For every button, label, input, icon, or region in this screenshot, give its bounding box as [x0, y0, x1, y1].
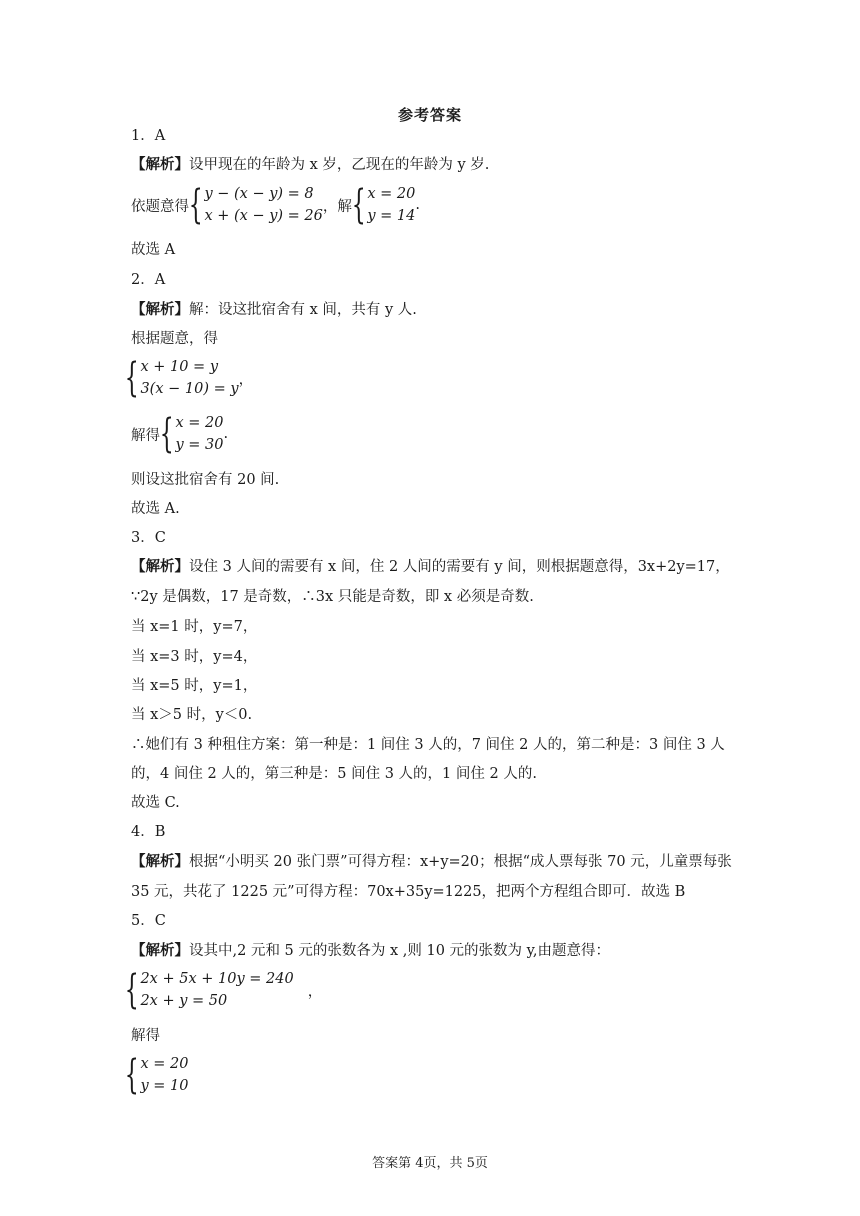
q3-analysis: [131, 557, 730, 577]
q3-line5: 当 x=5 时，y=1，: [131, 678, 258, 694]
q3-line8: 的，4 间住 2 人的，第三种是：5 间住 3 人的，1 间住 2 人的.: [131, 766, 537, 782]
q2-line3: 则设这批宿舍有 20 间.: [131, 472, 280, 488]
equation: 2x + 5x + 10y = 240: [140, 971, 294, 987]
q1-analysis: [131, 155, 489, 175]
brace-icon: {: [159, 411, 174, 457]
solution: x = 20: [175, 415, 224, 431]
solution: x = 20: [140, 1056, 189, 1072]
equation: 3(x − 10) = y: [140, 381, 239, 397]
q5-analysis: [131, 941, 610, 961]
brace-icon: {: [188, 182, 203, 228]
q5-head: 5．C: [131, 913, 166, 929]
q2-solution: [131, 412, 228, 456]
q4-line2: 35 元，共花了 1225 元”可得方程：70x+35y=1225，把两个方程组合即可．故选 B: [131, 884, 686, 900]
equation-group: [140, 356, 238, 400]
q2-system: [125, 356, 253, 400]
comma: ，: [238, 371, 254, 388]
q2-analysis: [131, 300, 417, 320]
analysis-tag: 【解析】: [131, 156, 189, 173]
q3-line3: 当 x=1 时，y=7，: [131, 619, 258, 635]
solution-group: [175, 412, 223, 456]
q3-conclusion: 故选 C.: [131, 795, 180, 811]
brace-icon: {: [124, 1052, 139, 1098]
analysis-text: 设其中,2 元和 5 元的张数各为 x ,则 10 元的张数为 y,由题意得：: [189, 943, 611, 959]
q1-head: 1．A: [131, 128, 166, 144]
q4-analysis: [131, 852, 732, 872]
analysis-text: 设甲现在的年龄为 x 岁，乙现在的年龄为 y 岁.: [189, 157, 490, 173]
period: .: [223, 426, 229, 442]
page-footer: 答案第 4页，共 5页: [372, 1156, 488, 1171]
q5-line2: 解得: [131, 1028, 160, 1044]
q2-line2: 根据题意，得: [131, 331, 218, 347]
sol-prefix: 解得: [131, 427, 160, 444]
q3-line2: ∵2y 是偶数，17 是奇数，∴3x 只能是奇数，即 x 必须是奇数.: [131, 589, 534, 605]
solution: y = 30: [175, 437, 224, 453]
equation: x + (x − y) = 26: [204, 208, 323, 224]
page-title: 参考答案: [397, 106, 462, 124]
q2-head: 2．A: [131, 272, 166, 288]
equation-group: [204, 183, 322, 227]
solution-group: [140, 1053, 188, 1097]
brace-icon: {: [351, 182, 366, 228]
q2-conclusion: 故选 A.: [131, 501, 180, 517]
comma: ，: [307, 983, 323, 1000]
q5-solution: [125, 1053, 188, 1097]
q3-line7: ∴她们有 3 种租住方案：第一种是：1 间住 3 人的，7 间住 2 人的，第二种是：3 间住 3 人: [131, 737, 725, 753]
sys-prefix: 依题意得: [131, 198, 189, 215]
q3-line4: 当 x=3 时，y=4，: [131, 649, 258, 665]
solution: x = 20: [367, 186, 416, 202]
equation: x + 10 = y: [140, 359, 219, 375]
q5-system: [125, 968, 322, 1012]
analysis-tag: 【解析】: [131, 853, 189, 870]
analysis-text: 根据“小明买 20 张门票”可得方程：x+y=20；根据“成人票每张 70 元，儿童票每张: [189, 854, 732, 870]
brace-icon: {: [124, 355, 139, 401]
q1-conclusion: 故选 A: [131, 242, 176, 258]
analysis-tag: 【解析】: [131, 301, 189, 318]
analysis-text: 设住 3 人间的需要有 x 间，住 2 人间的需要有 y 间，则根据题意得，3x+2y=17，: [189, 559, 730, 575]
equation: y − (x − y) = 8: [204, 186, 314, 202]
analysis-tag: 【解析】: [131, 942, 189, 959]
brace-icon: {: [124, 967, 139, 1013]
solution-group: [367, 183, 415, 227]
solution: y = 10: [140, 1078, 189, 1094]
period: .: [415, 197, 420, 213]
solution: y = 14: [367, 208, 416, 224]
q1-system: [131, 183, 420, 227]
analysis-tag: 【解析】: [131, 558, 189, 575]
q3-line6: 当 x＞5 时，y＜0.: [131, 707, 253, 723]
separator: ，解: [322, 198, 352, 215]
q3-head: 3．C: [131, 530, 166, 546]
analysis-text: 解：设这批宿舍有 x 间，共有 y 人.: [189, 302, 417, 318]
q4-head: 4．B: [131, 824, 166, 840]
equation-group: [140, 968, 293, 1012]
equation: 2x + y = 50: [140, 993, 228, 1009]
